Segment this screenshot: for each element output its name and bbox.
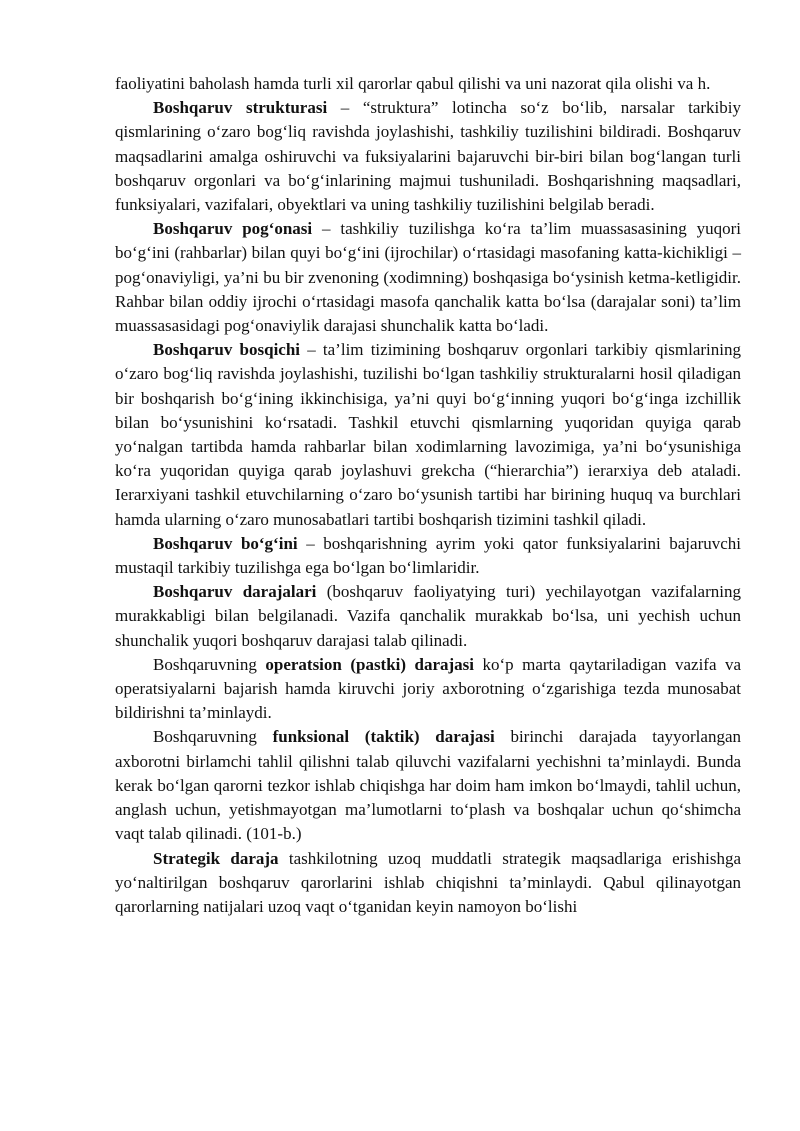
paragraph-continuation <box>115 72 741 96</box>
paragraph-text: – “struktura” lotincha so‘z bo‘lib, narsalar tarkibiy qismlarining o‘zaro bog‘liq ravishda joylashishi, tashkiliy tuzilishini bildiradi. Boshqaruv maqsadlarini amalga oshiruvchi va fuksiyalarini bajaruvchi bir-biri bilan bog‘langan turli boshqaruv orgonlari va bo‘g‘inlarining majmui tushuniladi. Boshqarishning maqsadlari, funksiyalari, vazifalari, obyektlari va uning tashkiliy tuzilishini belgilab beradi. <box>115 98 741 215</box>
paragraph-term: Boshqaruv strukturasi <box>153 98 328 118</box>
paragraph-boshqaruv-strukturasi <box>115 96 741 217</box>
paragraph-term: Boshqaruv darajalari <box>153 582 317 602</box>
paragraph-boshqaruv-darajalari <box>115 580 741 653</box>
paragraph-text: ko‘p marta qaytariladigan vazifa va operatsiyalarni bajarish hamda kiruvchi joriy axborotning o‘zgarishiga tezda munosabat bildirishni ta’minlaydi. <box>115 654 742 723</box>
paragraph-term: Boshqaruv pog‘onasi <box>153 219 313 239</box>
paragraph-boshqaruv-bogini <box>115 532 741 580</box>
paragraph-lead: Boshqaruvning <box>153 727 273 747</box>
paragraph-text: – boshqarishning ayrim yoki qator funksiyalarini bajaruvchi mustaqil tarkibiy tuzilishga ega bo‘lgan bo‘limlaridir. <box>115 533 741 578</box>
paragraph-boshqaruv-pogonasi <box>115 217 741 338</box>
paragraph-text: (boshqaruv faoliyatying turi) yechilayotgan vazifalarning murakkabligi bilan belgilanadi. Vazifa qanchalik murakkab bo‘lsa, uni yechish uchun shunchalik yuqori boshqaruv darajasi talab qilinadi. <box>115 582 741 650</box>
paragraph-lead: Boshqaruvning <box>153 654 266 674</box>
paragraph-term: Strategik daraja <box>153 848 279 868</box>
paragraph-text: – ta’lim tizimining boshqaruv orgonlari tarkibiy qismlarining o‘zaro bog‘liq ravishda joylashishi, tuzilishi bo‘lgan tashkiliy strukturalarni hosil qiladigan bir boshqarish bo‘g‘ining ikkinchisiga, ya’ni quyi bo‘g‘inning yuqori bo‘g‘inga izchillik bilan bo‘ysunishini ko‘rsatadi. Tashkil etuvchi qismlarning yuqoridan quyiga qarab yo‘nalgan tartibda hamda rahbarlar bilan xodimlarning lavozimiga, ya’ni bo‘ysunishiga ko‘ra yuqoridan quyiga qarab joylashuvi grekcha (“hierarchia”) ierarxiya deb ataladi. Ierarxiyani tashkil etuvchilarning o‘zaro bo‘ysunish tartibi har birining huquq va burchlari hamda ularning o‘zaro munosabatlari tartibi boshqarish tizimini tashkil qiladi. <box>115 340 741 529</box>
paragraph-text: birinchi darajada tayyorlangan axborotni birlamchi tahlil qilishni talab qiluvchi vazifalarni yechishni ta’minlaydi. Bunda kerak bo‘lgan qarorni tezkor ishlab chiqishga har doim ham imkon bo‘lmaydi, tahlil uchun, anglash uchun, yetishmayotgan ma’lumotlarni to‘plash va boshqalar uchun qo‘shimcha vaqt talab qilinadi. (101-b.) <box>115 727 741 844</box>
paragraph-strategik-daraja <box>115 847 741 920</box>
paragraph-operatsion-daraja <box>115 653 741 726</box>
paragraph-text: faoliyatini baholash hamda turli xil qarorlar qabul qilishi va uni nazorat qila olishi va h. <box>115 74 711 93</box>
paragraph-boshqaruv-bosqichi <box>115 338 741 532</box>
paragraph-text: tashkilotning uzoq muddatli strategik maqsadlariga erishishga yo‘naltirilgan boshqaruv qarorlarini ishlab chiqishni ta’minlaydi. Qabul qilinayotgan qarorlarning natijalari uzoq vaqt o‘tganidan keyin namoyon bo‘lishi <box>115 848 741 916</box>
paragraph-funksional-daraja <box>115 725 741 846</box>
paragraph-term: Boshqaruv bo‘g‘ini <box>153 533 298 553</box>
paragraph-term: funksional (taktik) darajasi <box>272 727 495 747</box>
paragraph-term: operatsion (pastki) darajasi <box>265 654 475 674</box>
paragraph-term: Boshqaruv bosqichi <box>153 340 301 360</box>
document-page <box>115 72 741 919</box>
paragraph-text: – tashkiliy tuzilishga ko‘ra ta’lim muassasasining yuqori bo‘g‘ini (rahbarlar) bilan quyi bo‘g‘ini (ijrochilar) o‘rtasidagi masofaning katta-kichikligi – pog‘onaviyligi, ya’ni bu bir zvenoning (xodimning) boshqasiga bo‘ysinish ketma-ketligidir. Rahbar bilan oddiy ijrochi o‘rtasidagi masofa qanchalik katta bo‘lsa (darajalar soni) ta’lim muassasasidagi pog‘onaviylik darajasi shunchalik katta bo‘ladi. <box>115 219 741 336</box>
